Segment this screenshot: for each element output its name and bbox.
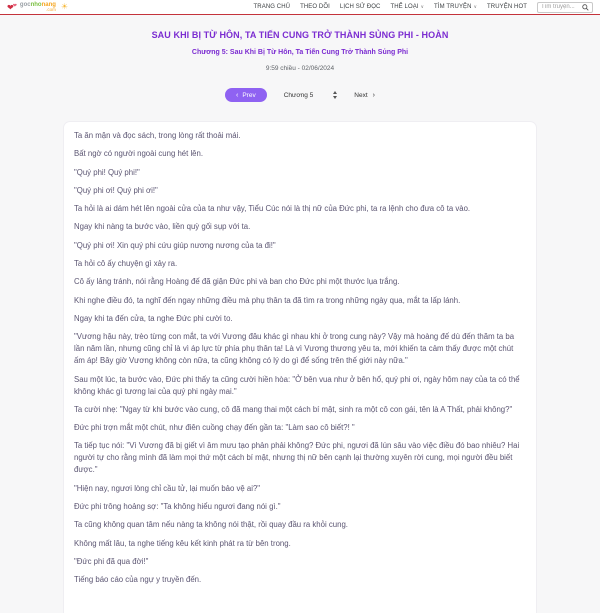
nav-item[interactable]: THEO DÕI	[300, 4, 330, 10]
prev-label: Prev	[242, 91, 256, 99]
heart-icon: ❤	[7, 3, 14, 13]
story-paragraph: Ta hỏi cô ấy chuyện gì xảy ra.	[74, 259, 178, 269]
story-paragraph: Không mất lâu, ta nghe tiếng kêu kết kinh phát ra từ bên trong.	[74, 538, 291, 548]
story-paragraph: "Hiện nay, ngươi lòng chỉ cầu tử, lại muốn bảo vệ ai?"	[74, 483, 261, 493]
story-title: SAU KHI BỊ TỪ HÔN, TA TIẾN CUNG TRỞ THÀNH SỦNG PHI - HOÀN	[151, 30, 449, 40]
story-paragraph: Sau một lúc, ta bước vào, Đức phi thấy ta cũng cười hiền hòa: "Ở bên vua như ở bên hổ, quý phi ơi, ngày hôm nay của ta có thể không khác gì tương lai của quý phi ngày mai."	[74, 374, 520, 396]
next-label: Next	[354, 91, 368, 99]
chevron-right-icon: ›	[372, 91, 375, 99]
search-icon[interactable]	[582, 4, 589, 11]
story-paragraph: "Vương hậu này, trèo từng con mắt, ta với Vương đâu khác gì nhau khi ở trong cung này? Vậy mà hoàng đế dù đến thăm ta ba lần năm lần, nhưng cũng chỉ là vì áp lực từ phía phụ thân ta! Là vì Vương thương yêu ta, mới khiến ta cảm thấy được một chút ấm áp! Bây giờ Vương không còn nữa, ta cũng không có lý do gì để sống trên thế giới này nữa."	[74, 332, 515, 366]
nav-item[interactable]: TÌM TRUYỆN ∨	[434, 4, 477, 10]
logo-text	[20, 2, 56, 13]
story-paragraph: Ta cười nhẹ: "Ngay từ khi bước vào cung, cô đã mang thai một cách bí mật, sinh ra một cô con gái, tên là A Thất, phải không?"	[74, 404, 513, 414]
chapter-controls	[0, 88, 600, 102]
nav-item[interactable]: THỂ LOẠI ∨	[390, 4, 425, 10]
story-paragraph: "Quý phi ơi! Quý phi ơi!"	[74, 185, 158, 195]
select-updown-icon	[333, 91, 337, 99]
chevron-down-icon: ∨	[473, 4, 477, 9]
site-header	[0, 0, 600, 15]
story-paragraph: Ta hỏi là ai dám hét lên ngoài cửa của ta như vậy, Tiểu Cúc nói là thị nữ của Đức phi, ta ra lệnh cho đưa cô ta vào.	[74, 204, 471, 214]
heart-small-icon: ❤	[12, 3, 17, 10]
chapter-select[interactable]	[284, 91, 338, 99]
story-paragraph: Cô ấy lảng tránh, nói rằng Hoàng đế đã giận Đức phi và ban cho Đức phi một thước lụa trắng.	[74, 277, 400, 287]
nav-item[interactable]: LỊCH SỬ ĐỌC	[339, 4, 381, 10]
story-paragraph: Khi nghe điều đó, ta nghĩ đến ngay những điều mà phụ thân ta đã tìm ra trong những ngày qua, mắt ta lấp lánh.	[74, 295, 461, 305]
chapter-meta: 9:59 chiều - 02/06/2024	[265, 65, 335, 72]
logo-tld: .com	[46, 6, 56, 12]
story-paragraph: Ta ăn mận và đọc sách, trong lòng rất thoải mái.	[74, 131, 241, 140]
sun-theme-toggle-icon[interactable]: ☀	[60, 2, 69, 11]
story-paragraph: Ngay khi nàng ta bước vào, liền quỳ gối sụp với ta.	[74, 222, 251, 232]
chevron-left-icon: ‹	[235, 91, 239, 99]
story-paragraph: Đức phi trợn mắt một chút, như điên cuồng chạy đến gần ta: "Làm sao cô biết?! "	[74, 423, 355, 433]
nav-item[interactable]: TRUYỆN HOT	[487, 4, 527, 10]
next-chapter-button[interactable]	[354, 92, 375, 99]
story-paragraph: Ta cũng không quan tâm nếu nàng ta không nói thật, rồi quay đầu ra khỏi cung.	[74, 520, 348, 530]
chapter-title: Chương 5: Sau Khi Bị Từ Hôn, Ta Tiến Cung Trở Thành Sủng Phi	[191, 49, 409, 56]
main-nav	[254, 4, 527, 10]
prev-chapter-button[interactable]	[225, 88, 267, 102]
chevron-down-icon: ∨	[420, 4, 425, 9]
reader-head	[0, 30, 600, 102]
nav-item[interactable]: TRANG CHỦ	[253, 4, 291, 10]
story-paragraph: "Quý phi ơi! Xin quý phi cứu giúp nương nương của ta đi!"	[74, 240, 276, 250]
story-paragraph: "Đức phi đã qua đời!"	[74, 556, 149, 566]
site-logo[interactable]	[7, 2, 56, 13]
story-paragraph: Tiếng báo cáo của ngự y truyền đến.	[74, 575, 202, 585]
search-box	[537, 2, 593, 13]
chapter-content	[64, 122, 536, 613]
story-paragraph: Bất ngờ có người ngoài cung hét lên.	[74, 149, 204, 159]
search-input[interactable]	[541, 4, 582, 10]
chapter-select-value: Chương 5	[283, 91, 314, 99]
story-paragraph: Ta tiếp tục nói: "Vì Vương đã bị giết vì âm mưu tạo phản phải không? Đức phi, ngươi đã lún sâu vào việc điều đó bao nhiêu? Hai người tự cho rằng mình đã làm mọi thứ một cách bí mật, nhưng thị nữ bên cạnh lại thường xuyên rời cung, mọi người đều biết được."	[74, 441, 520, 475]
story-paragraph: Ngay khi ta đến cửa, ta nghe Đức phi cười to.	[74, 313, 233, 323]
story-paragraph: "Quý phi! Quý phi!"	[74, 167, 140, 177]
logo-wordmark: gocnhonang	[19, 1, 56, 8]
story-paragraph: Đức phi trông hoảng sợ: "Ta không hiểu ngươi đang nói gì."	[74, 502, 281, 512]
